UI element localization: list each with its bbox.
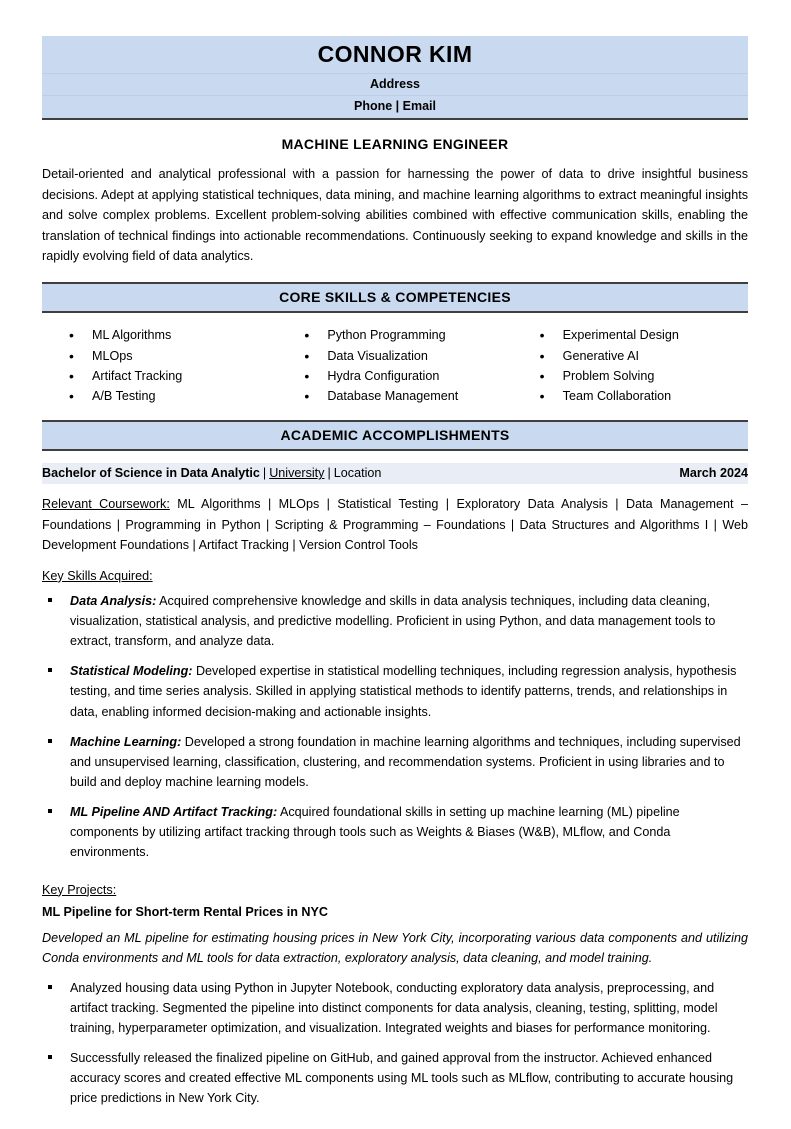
section-heading-core-skills: CORE SKILLS & COMPETENCIES — [42, 282, 748, 313]
key-projects-heading: Key Projects: — [42, 882, 117, 897]
candidate-contact: Phone | Email — [354, 99, 436, 114]
university-name: University — [269, 466, 325, 481]
key-skill-item — [42, 661, 748, 731]
section-heading-academic: ACADEMIC ACCOMPLISHMENTS — [42, 420, 748, 451]
skill-item: • Experimental Design — [513, 325, 748, 345]
education-entry-left — [42, 466, 381, 480]
key-skill-lead: Machine Learning: — [70, 734, 182, 749]
key-skill-text: Acquired foundational skills in setting up machine learning (ML) pipeline components by utilizing artifact tracking through tools such as Weights & Biases (W&B), MLflow, and Conda environments. — [70, 805, 680, 860]
project-bullet-list — [42, 978, 748, 1119]
key-skill-lead: Data Analysis: — [70, 593, 157, 608]
skill-item: • Python Programming — [277, 325, 512, 345]
relevant-coursework — [42, 494, 748, 554]
core-skills-column-3 — [513, 325, 748, 406]
key-skills-heading: Key Skills Acquired: — [42, 568, 153, 583]
degree-separator: | — [327, 466, 331, 481]
key-skill-text: Acquired comprehensive knowledge and skills in data analysis techniques, including data cleaning, visualization, statistical analysis, and predictive modelling. Proficient in using Python, and data management tools to extract, transform, and analyze data. — [70, 593, 716, 649]
core-skills-column-1 — [42, 325, 277, 406]
skill-item: • Data Visualization — [277, 346, 512, 366]
skill-item: • MLOps — [42, 346, 277, 366]
core-skills-column-2 — [277, 325, 512, 406]
key-skill-item — [42, 732, 748, 802]
key-skills-list — [42, 591, 748, 873]
coursework-list: ML Algorithms | MLOps | Statistical Testing | Exploratory Data Analysis | Data Management – Foundations | Programming in Python | Scripting & Programming – Foundations | Data Structures and Algorithms I | Web Development Foundations | Artifact Tracking | Version Control Tools — [42, 497, 748, 552]
skill-item: • Generative AI — [513, 346, 748, 366]
skill-item: • Artifact Tracking — [42, 366, 277, 386]
skill-item: • Database Management — [277, 386, 512, 406]
education-date: March 2024 — [679, 466, 748, 481]
project-title: ML Pipeline for Short-term Rental Prices in NYC — [42, 904, 328, 919]
job-title: MACHINE LEARNING ENGINEER — [281, 136, 509, 153]
candidate-name: CONNOR KIM — [42, 36, 748, 74]
coursework-label: Relevant Coursework: — [42, 497, 170, 512]
resume-content — [42, 0, 748, 1129]
key-skill-text: Developed expertise in statistical modelling techniques, including regression analysis, hypothesis testing, and time series analysis. Skilled in applying statistical methods to identify patterns, trends, and relationships in data, enabling informed decision-making and actionable insights. — [70, 664, 737, 719]
skill-item: • Problem Solving — [513, 366, 748, 386]
education-entry-header — [42, 463, 748, 484]
skill-item: • ML Algorithms — [42, 325, 277, 345]
key-skill-lead: Statistical Modeling: — [70, 664, 193, 679]
resume-header — [42, 36, 748, 120]
skill-item: • Team Collaboration — [513, 386, 748, 406]
key-skill-lead: ML Pipeline AND Artifact Tracking: — [70, 805, 278, 820]
key-skill-item — [42, 591, 748, 661]
project-description: Developed an ML pipeline for estimating housing prices in New York City, incorporating various data components and utilizing Conda environments and ML tools for data extraction, exploratory analysis, data cleaning, and model training. — [42, 930, 748, 965]
project-bullet-item: Successfully released the finalized pipeline on GitHub, and gained approval from the instructor. Achieved enhanced accuracy scores and created effective ML components using ML tools such as MLflow, contributing to accurate housing price predictions in New York City. — [42, 1048, 748, 1118]
project-bullet-item: Analyzed housing data using Python in Jupyter Notebook, conducting exploratory data analysis, preprocessing, and artifact tracking. Segmented the pipeline into distinct components for data analysis, cleaning, testing, splitting, model training, hyperparameter optimization, and visualization. Integrated weights and biases for performance monitoring. — [42, 978, 748, 1048]
skill-item: • Hydra Configuration — [277, 366, 512, 386]
education-location: Location — [333, 466, 382, 481]
key-skill-text: Developed a strong foundation in machine learning algorithms and techniques, including supervised and unsupervised learning, classification, clustering, and recommendation systems. Proficient in using libraries and to build and deploy machine learning models. — [70, 734, 741, 789]
degree-name: Bachelor of Science in Data Analytic — [42, 466, 260, 481]
candidate-address: Address — [42, 74, 748, 96]
key-skill-item — [42, 802, 748, 872]
degree-separator: | — [262, 466, 267, 481]
skill-item: • A/B Testing — [42, 386, 277, 406]
core-skills-grid — [42, 325, 748, 406]
professional-summary: Detail-oriented and analytical professional with a passion for harnessing the power of data to drive insightful business decisions. Adept at applying statistical techniques, data mining, and machine learning algorithms to extract meaningful insights and solve complex problems. Excellent problem-solving abilities combined with effective communication skills, enabling the translation of technical findings into actionable recommendations. Continuously seeking to expand knowledge and skills in the rapidly evolving field of data analytics. — [42, 167, 748, 263]
